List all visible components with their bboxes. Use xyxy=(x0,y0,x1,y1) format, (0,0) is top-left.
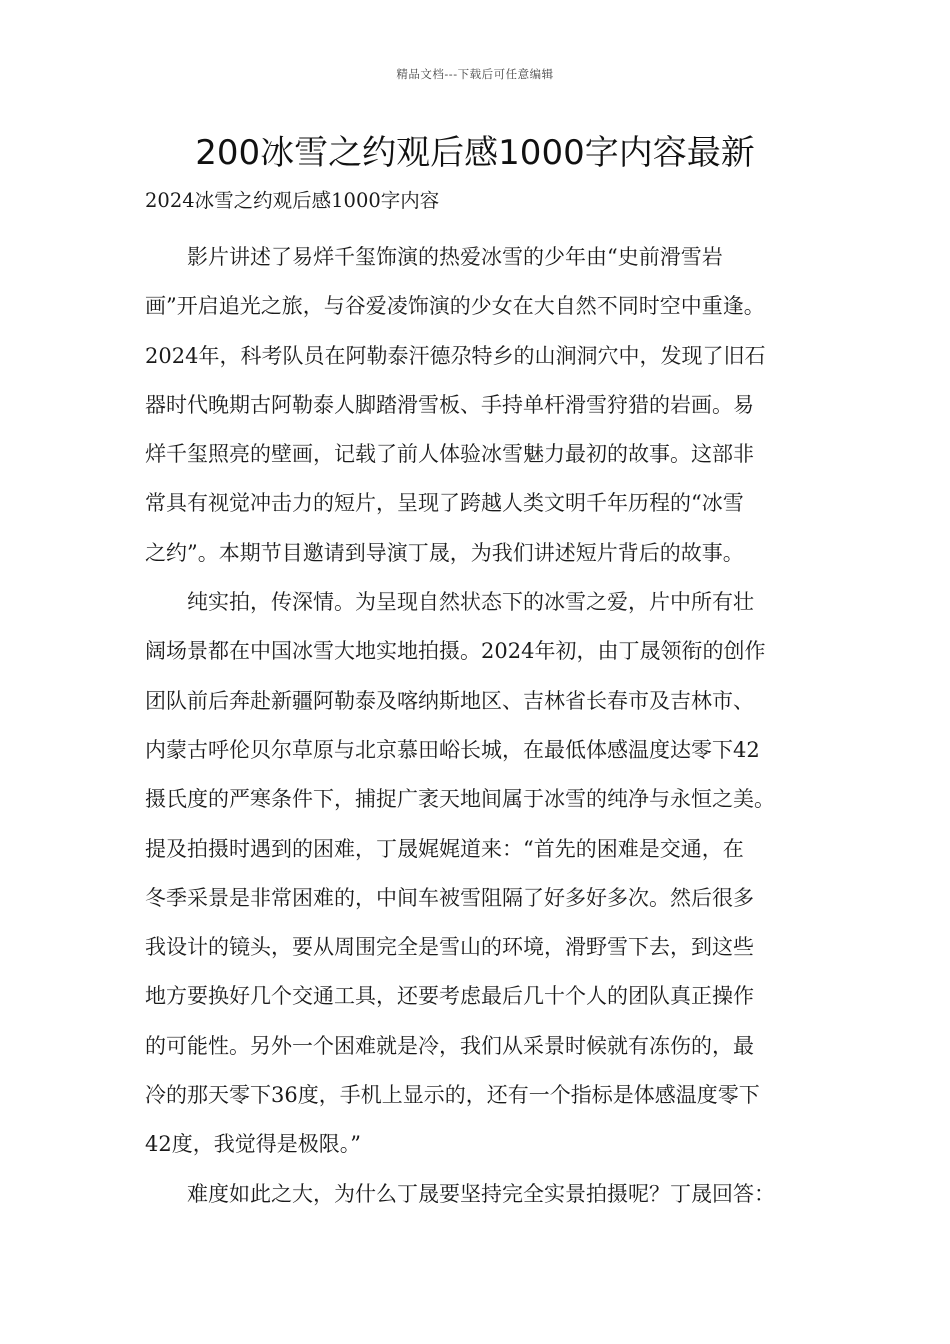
header-note: 精品文档---下载后可任意编辑 xyxy=(396,67,554,81)
text-line: 内蒙古呼伦贝尔草原与北京慕田峪长城，在最低体感温度达零下42 xyxy=(145,737,760,762)
text-line: 常具有视觉冲击力的短片，呈现了跨越人类文明千年历程的“冰雪 xyxy=(145,491,744,516)
text-line: 摄氏度的严寒条件下，捕捉广袤天地间属于冰雪的纯净与永恒之美。 xyxy=(145,787,775,812)
text-line: 42度，我觉得是极限。” xyxy=(145,1132,361,1157)
text-line: 阔场景都在中国冰雪大地实地拍摄。2024年初，由丁晟领衔的创作 xyxy=(145,639,766,664)
paragraph xyxy=(145,233,825,578)
text-line: 纯实拍，传深情。为呈现自然状态下的冰雪之爱，片中所有壮 xyxy=(145,590,754,615)
text-line: 画”开启追光之旅，与谷爱凌饰演的少女在大自然不同时空中重逢。 xyxy=(145,294,765,319)
text-line: 我设计的镜头，要从周围完全是雪山的环境，滑野雪下去，到这些 xyxy=(145,935,754,960)
document-title: 200冰雪之约观后感1000字内容最新 xyxy=(195,133,755,173)
text-line: 影片讲述了易烊千玺饰演的热爱冰雪的少年由“史前滑雪岩 xyxy=(145,245,723,269)
document-body xyxy=(145,233,825,1219)
document-subtitle: 2024冰雪之约观后感1000字内容 xyxy=(145,189,440,212)
text-line: 之约”。本期节目邀请到导演丁晟，为我们讲述短片背后的故事。 xyxy=(145,540,744,565)
text-line: 2024年，科考队员在阿勒泰汗德尕特乡的山涧洞穴中，发现了旧石 xyxy=(145,343,766,368)
text-line: 烊千玺照亮的壁画，记载了前人体验冰雪魅力最初的故事。这部非 xyxy=(145,442,754,467)
text-line: 的可能性。另外一个困难就是冷，我们从采景时候就有冻伤的，最 xyxy=(145,1033,754,1058)
paragraph xyxy=(145,1170,825,1219)
text-line: 冷的那天零下36度，手机上显示的，还有一个指标是体感温度零下 xyxy=(145,1083,760,1108)
paragraph xyxy=(145,578,825,1170)
text-line: 难度如此之大，为什么丁晟要坚持完全实景拍摄呢？丁晟回答： xyxy=(145,1181,775,1206)
text-line: 冬季采景是非常困难的，中间车被雪阻隔了好多好多次。然后很多 xyxy=(145,885,754,910)
text-line: 提及拍摄时遇到的困难，丁晟娓娓道来：“首先的困难是交通，在 xyxy=(145,836,744,861)
text-line: 地方要换好几个交通工具，还要考虑最后几十个人的团队真正操作 xyxy=(145,984,754,1009)
text-line: 团队前后奔赴新疆阿勒泰及喀纳斯地区、吉林省长春市及吉林市、 xyxy=(145,688,754,713)
text-line: 器时代晚期古阿勒泰人脚踏滑雪板、手持单杆滑雪狩猎的岩画。易 xyxy=(145,392,754,417)
